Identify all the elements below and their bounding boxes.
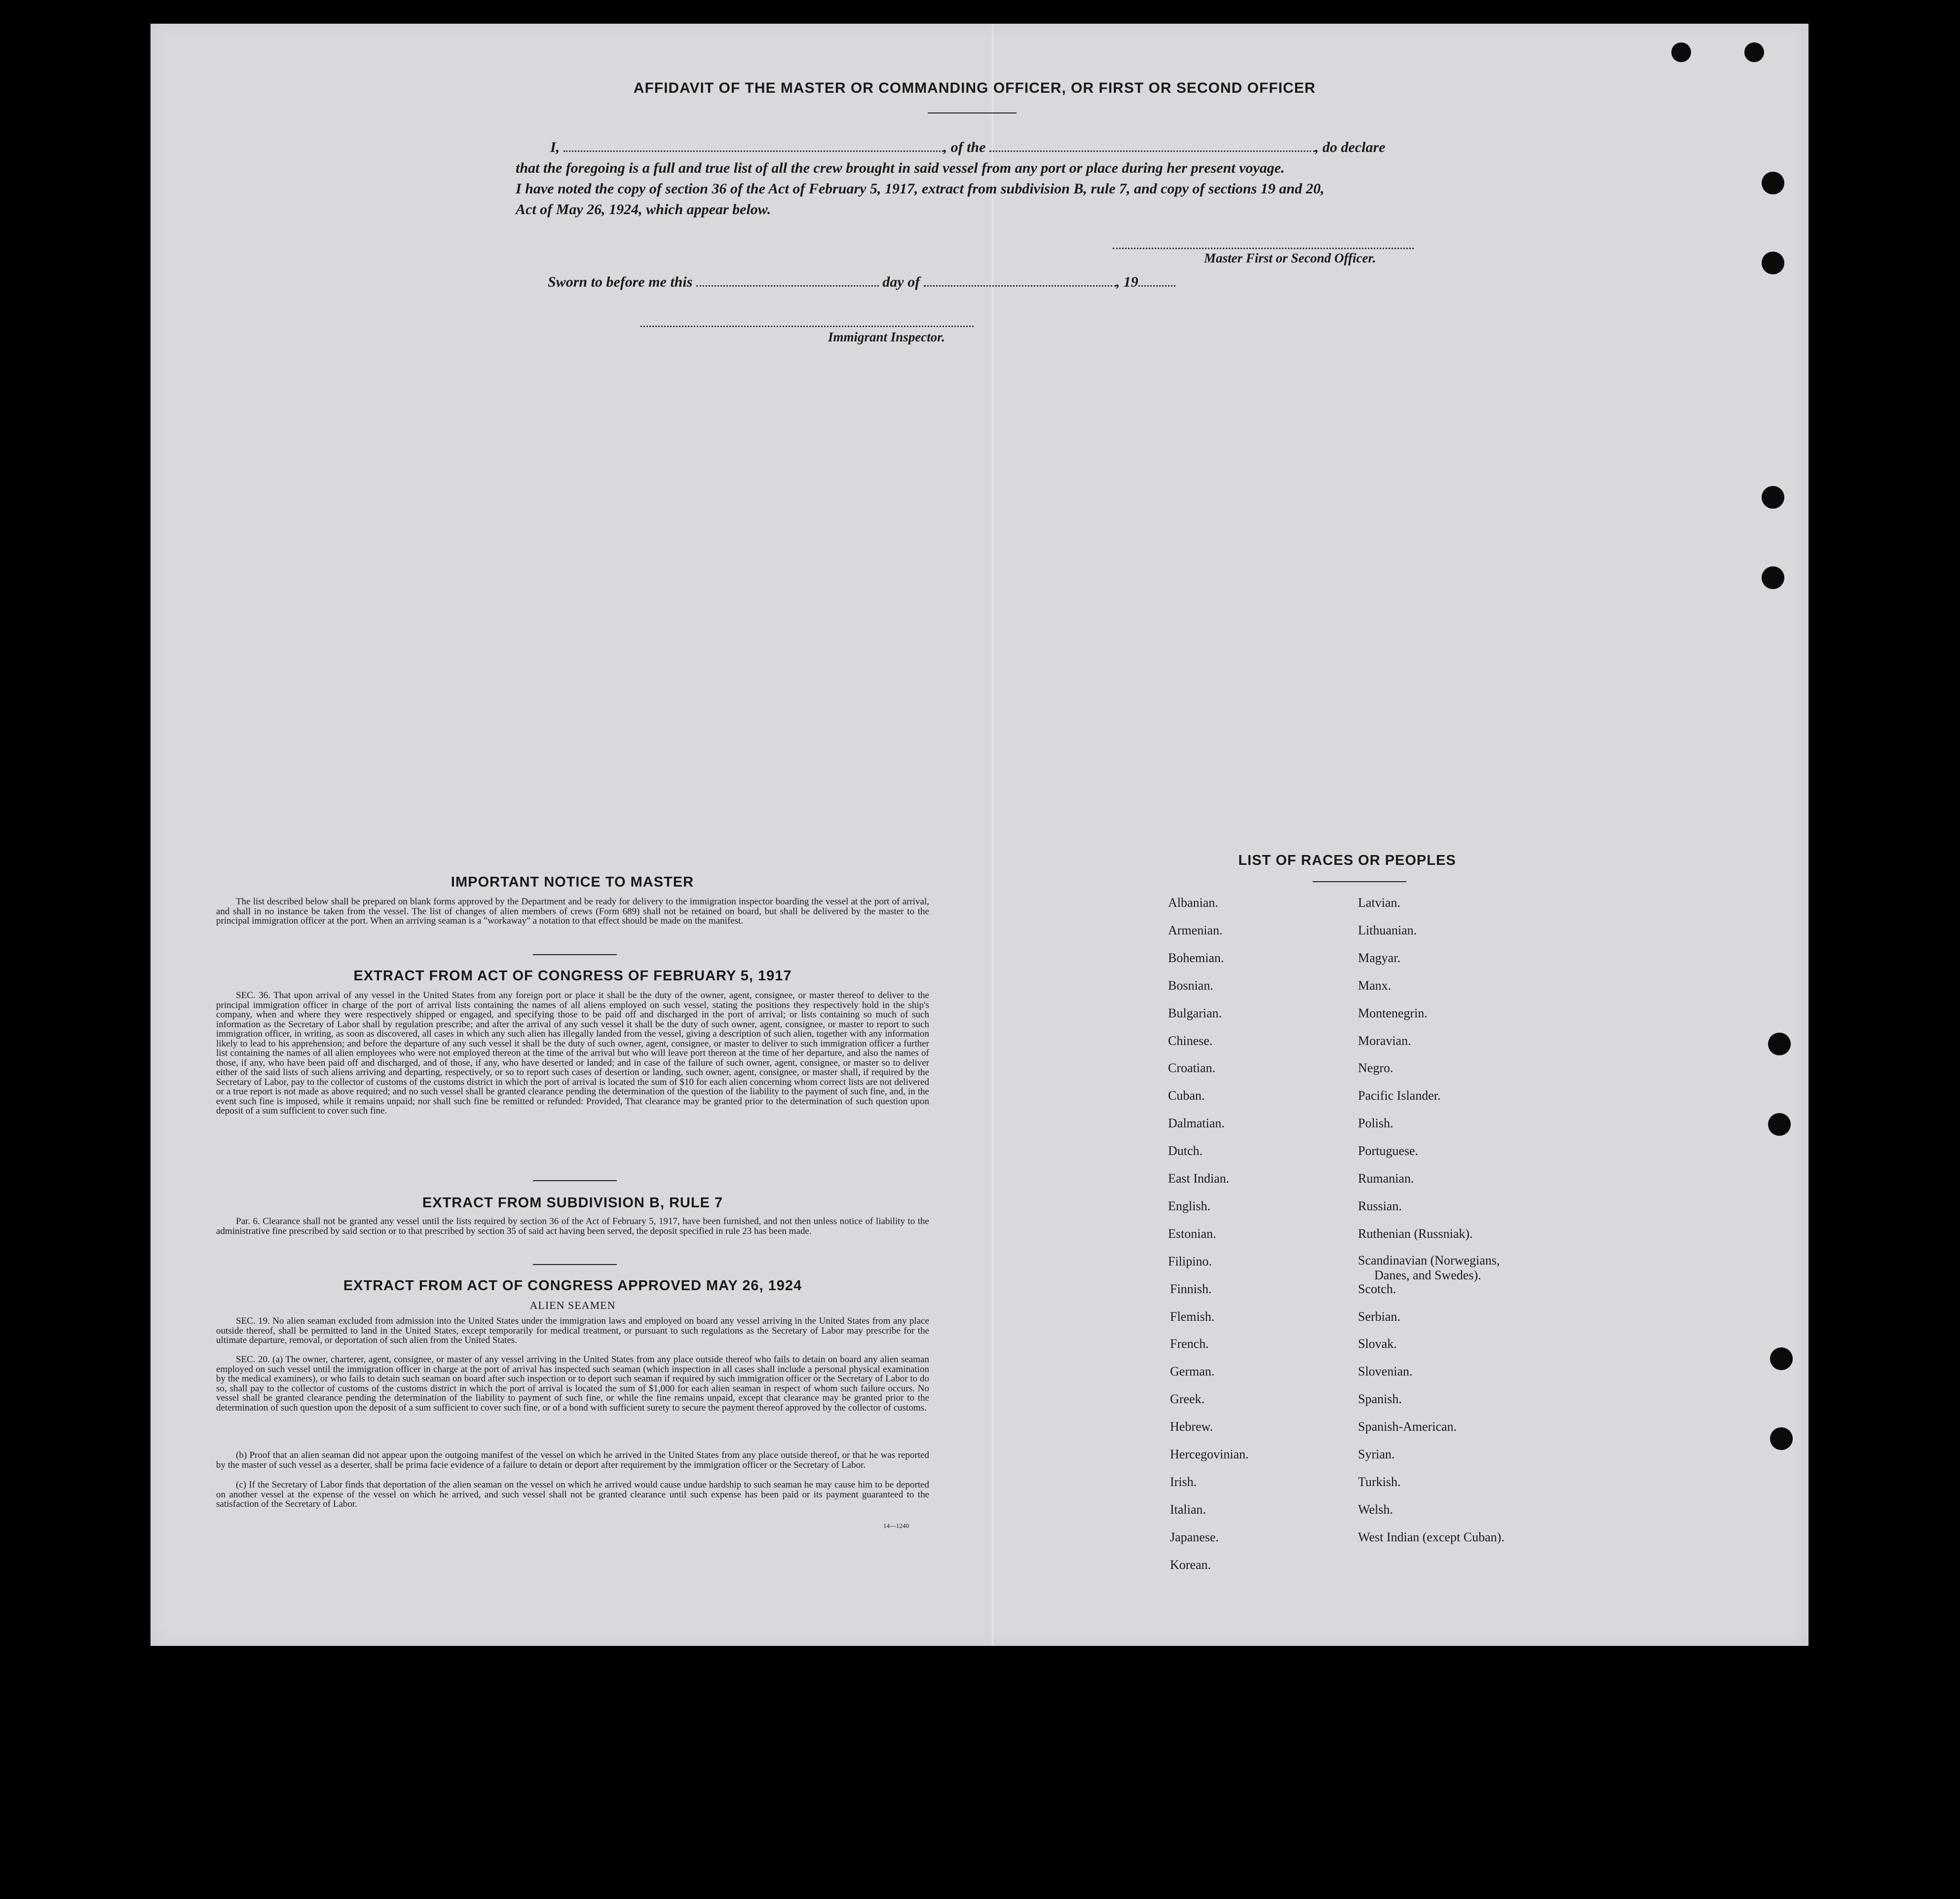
race-item: German.	[1170, 1364, 1215, 1379]
affidavit-text	[516, 137, 1433, 220]
punch-hole	[1762, 486, 1784, 509]
page-fold	[992, 24, 993, 1646]
name-blank[interactable]	[564, 140, 943, 152]
race-item: Spanish.	[1358, 1392, 1402, 1407]
race-item: Cuban.	[1168, 1088, 1205, 1103]
race-item: Ruthenian (Russniak).	[1358, 1226, 1473, 1241]
master-signature-caption: Master First or Second Officer.	[1204, 251, 1376, 265]
race-item: Polish.	[1358, 1116, 1394, 1131]
extract-1917-title: EXTRACT FROM ACT OF CONGRESS OF FEBRUARY 5, 1917	[353, 968, 792, 984]
race-item: Albanian.	[1168, 895, 1218, 910]
notice-title: IMPORTANT NOTICE TO MASTER	[451, 874, 694, 890]
race-item: Serbian.	[1358, 1309, 1400, 1324]
race-item: Japanese.	[1170, 1529, 1219, 1544]
race-item: Magyar.	[1358, 950, 1400, 965]
master-signature-line[interactable]	[1113, 248, 1414, 249]
race-item: Finnish.	[1170, 1281, 1212, 1296]
month-blank[interactable]	[924, 274, 1116, 287]
sworn-line	[548, 274, 1175, 291]
extract-1924-sec20b: (b) Proof that an alien seaman did not appear upon the outgoing manifest of the vessel on which he arrived in the United States from any place outside thereof, or that he was reported by the master of such vessel as a deserter, shall be prima facie evidence of a failure to detain or deport after requirement by the immigration officer or the Secretary of Labor.	[216, 1450, 929, 1470]
affidavit-line-4: Act of May 26, 1924, which appear below.	[516, 201, 771, 218]
sworn-prefix: Sworn to before me this	[548, 274, 693, 290]
inspector-caption: Immigrant Inspector.	[828, 330, 945, 344]
race-item: Spanish-American.	[1358, 1419, 1457, 1434]
race-item: Armenian.	[1168, 923, 1223, 937]
punch-hole	[1762, 252, 1784, 274]
section-rule	[533, 1180, 617, 1181]
race-item: Hercegovinian.	[1170, 1447, 1249, 1461]
of-the-label: , of the	[943, 139, 986, 155]
race-item: Italian.	[1170, 1502, 1206, 1517]
race-item: Irish.	[1170, 1474, 1197, 1489]
race-item: Bulgarian.	[1168, 1005, 1222, 1020]
race-item: Danes, and Swedes).	[1374, 1267, 1481, 1282]
punch-hole	[1762, 566, 1784, 589]
race-item: Slovenian.	[1358, 1364, 1413, 1379]
title-rule	[928, 112, 1017, 113]
race-item: Dalmatian.	[1168, 1116, 1225, 1131]
race-item: Syrian.	[1358, 1447, 1395, 1461]
race-item: Bosnian.	[1168, 978, 1213, 993]
alien-seamen-subtitle: ALIEN SEAMEN	[529, 1299, 616, 1311]
affidavit-line-2: that the foregoing is a full and true list of all the crew brought in said vessel from any port or place during her present voyage.	[516, 160, 1285, 176]
race-item: Chinese.	[1168, 1033, 1213, 1048]
affidavit-title: AFFIDAVIT OF THE MASTER OR COMMANDING OFFICER, OR FIRST OR SECOND OFFICER	[633, 80, 1316, 96]
race-item: Negro.	[1358, 1061, 1394, 1076]
form-number: 14—1240	[883, 1522, 909, 1529]
race-item: Greek.	[1170, 1392, 1205, 1407]
punch-hole	[1770, 1427, 1793, 1450]
affidavit-line-3: I have noted the copy of section 36 of the Act of February 5, 1917, extract from subdivision B, rule 7, and copy of sections 19 and 20,	[516, 181, 1324, 197]
punch-hole	[1671, 42, 1691, 62]
race-item: Estonian.	[1168, 1226, 1216, 1241]
race-item: Lithuanian.	[1358, 923, 1417, 937]
do-declare-label: , do declare	[1315, 139, 1386, 155]
race-item: Croatian.	[1168, 1061, 1216, 1076]
day-of-label: day of	[882, 274, 920, 290]
race-item: Hebrew.	[1170, 1419, 1213, 1434]
extract-rule7-text: Par. 6. Clearance shall not be granted any vessel until the lists required by section 36 of the Act of February 5, 1917, have been furnished, and not then unless notice of liability to the administrative fine prescribed by said section or to that prescribed by section 35 of said act having been served, the deposit specified in rule 23 has been made.	[216, 1216, 929, 1236]
punch-hole	[1770, 1347, 1793, 1370]
punch-hole	[1768, 1113, 1791, 1136]
race-item: French.	[1170, 1337, 1209, 1351]
race-item: Portuguese.	[1358, 1144, 1419, 1158]
punch-hole	[1744, 42, 1764, 62]
section-rule	[533, 954, 617, 955]
race-item: Flemish.	[1170, 1309, 1215, 1324]
punch-hole	[1762, 172, 1784, 194]
extract-1924-sec19: SEC. 19. No alien seaman excluded from admission into the United States under the immigration laws and employed on board any vessel arriving in the United States from any place outside thereof, shall be permitted to land in the United States, except temporarily for medical treatment, or pursuant to such regulations as the Secretary of Labor may prescribe for the ultimate departure, removal, or deportation of such alien from the United States.	[216, 1316, 929, 1345]
race-item: Scotch.	[1358, 1281, 1396, 1296]
race-item: Russian.	[1358, 1198, 1402, 1213]
race-item: Moravian.	[1358, 1033, 1411, 1048]
race-item: Slovak.	[1358, 1337, 1397, 1351]
extract-1924-title: EXTRACT FROM ACT OF CONGRESS APPROVED MAY 26, 1924	[343, 1278, 802, 1294]
race-item: Rumanian.	[1358, 1171, 1414, 1186]
race-item: East Indian.	[1168, 1171, 1230, 1186]
race-item: West Indian (except Cuban).	[1358, 1529, 1505, 1544]
race-item: Pacific Islander.	[1358, 1088, 1441, 1103]
race-item: Welsh.	[1358, 1502, 1393, 1517]
i-label: I,	[550, 139, 560, 155]
race-item: Dutch.	[1168, 1144, 1203, 1158]
race-item: Manx.	[1358, 978, 1392, 993]
notice-text: The list described below shall be prepared on blank forms approved by the Department and be ready for delivery to the immigration inspector boarding the vessel at the port of arrival, and shall in no instance be taken from the vessel. The list of changes of alien members of crews (Form 689) shall not be retained on board, but shall be delivered by the master to the principal immigration officer at the port. When an arriving seaman is a "workaway" a notation to that effect should be made on the manifest.	[216, 896, 929, 926]
race-item: Korean.	[1170, 1557, 1211, 1572]
extract-rule7-title: EXTRACT FROM SUBDIVISION B, RULE 7	[422, 1195, 723, 1211]
race-item: Latvian.	[1358, 895, 1400, 910]
year-blank[interactable]	[1138, 274, 1175, 287]
races-title-rule	[1313, 881, 1406, 882]
extract-1917-text: SEC. 36. That upon arrival of any vessel in the United States from any foreign port or place it shall be the duty of the owner, agent, consignee, or master thereof to deliver to the principal immigration officer in charge of the port of arrival lists containing the names of all aliens employed on such vessel, stating the positions they respectively hold in the ship's company, when and where they were respectively shipped or engaged, and specifying those to be paid off and discharged in the port of arrival; or lists containing so much of such information as the Secretary of Labor shall by regulation prescribe; and after the arrival of any such vessel it shall be the duty of such owner, agent, consignee, or master to report to such immigration officer, in writing, as soon as discovered, all cases in which any such alien has illegally landed from the vessel, giving a description of such alien, together with any information likely to lead to his apprehension; and before the departure of any such vessel it shall be the duty of such owner, agent, consignee, or master to deliver to such immigration officer a further list containing the names of all alien employees who were not employed thereon at the time of the arrival but who will leave port thereon at the time of her departure, and also the names of those, if any, who have been paid off and discharged, and of those, if any, who have deserted or landed; and in case of the failure of such owner, agent, consignee, or master so to deliver either of the said lists of such aliens arriving and departing, respectively, or so to report such cases of desertion or landing, such owner, agent, consignee, or master shall, if required by the Secretary of Labor, pay to the collector of customs of the customs district in which the port of arrival is located the sum of $10 for each alien concerning whom correct lists are not delivered or a true report is not made as above required; and no such vessel shall be granted clearance pending the determination of the question of the liability to the payment of such fine, and, in the event such fine is imposed, while it remains unpaid; nor shall such fine be remitted or refunded: Provided, That clearance may be granted prior to the determination of such question upon deposit of a sum sufficient to cover such fine.	[216, 990, 929, 1116]
section-rule	[533, 1264, 617, 1265]
extract-1924-sec20c: (c) If the Secretary of Labor finds that deportation of the alien seaman on the vessel on which he arrived would cause undue hardship to such seaman he may cause him to be deported on another vessel at the expense of the vessel on which he arrived, and such vessel shall not be granted clearance until such expense has been paid or its payment guaranteed to the satisfaction of the Secretary of Labor.	[216, 1480, 929, 1509]
race-item: Filipino.	[1168, 1254, 1212, 1268]
vessel-blank[interactable]	[989, 140, 1315, 152]
inspector-signature-line[interactable]	[641, 326, 974, 327]
day-blank[interactable]	[696, 274, 879, 287]
race-item: English.	[1168, 1198, 1210, 1213]
race-item: Bohemian.	[1168, 950, 1224, 965]
extract-1924-sec20a: SEC. 20. (a) The owner, charterer, agent, consignee, or master of any vessel arriving in the United States from any place outside thereof who fails to detain on board any alien seaman employed on such vessel until the immigration officer in charge at the port of arrival has inspected such seaman (which inspection in all cases shall include a personal physical examination by the medical examiners), or who fails to detain such seaman on board after such inspection or to deport such seaman if required by such immigration officer or the Secretary of Labor to do so, shall pay to the collector of customs of the customs district in which the port of arrival is located the sum of $1,000 for each alien seaman in respect of whom such failure occurs. No vessel shall be granted clearance pending the determination of the liability to payment of such fine, or while the fine remains unpaid, except that clearance may be granted prior to the determination of such question upon the deposit of a sum sufficient to cover such fine, or of a bond with sufficient surety to secure the payment thereof approved by the collector of customs.	[216, 1354, 929, 1413]
races-title: LIST OF RACES OR PEOPLES	[1238, 853, 1456, 868]
race-item: Montenegrin.	[1358, 1005, 1428, 1020]
punch-hole	[1768, 1033, 1791, 1055]
year-label: , 19	[1116, 274, 1138, 290]
race-item: Turkish.	[1358, 1474, 1401, 1489]
race-item: Scandinavian (Norwegians,	[1358, 1253, 1500, 1267]
